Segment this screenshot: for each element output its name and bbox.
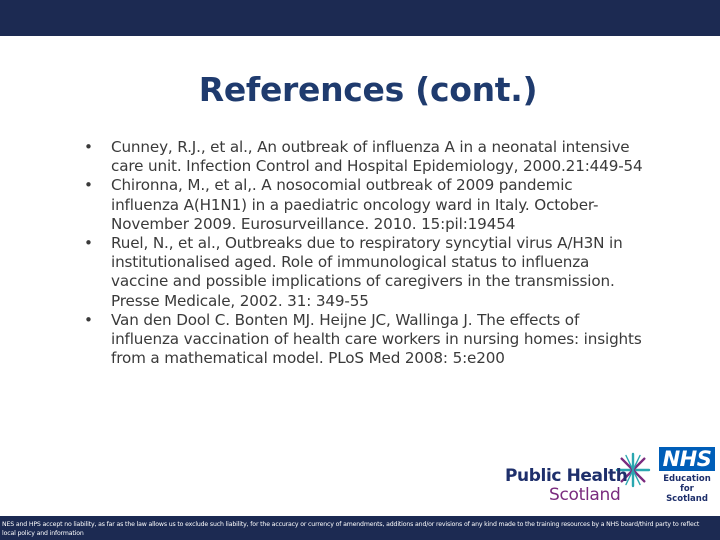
reference-text: Ruel, N., et al., Outbreaks due to respiratory syncytial virus A/H3N in institutionalised aged. Role of immunological status to influenza vaccine and possible implications of caregivers in the transmission. Presse Medicale, 2002. 31: 349-55: [111, 234, 623, 310]
reference-text: Cunney, R.J., et al., An outbreak of influenza A in a neonatal intensive care unit. Infection Control and Hospital Epidemiology, 2000.21:449-54: [111, 138, 643, 176]
nhs-subtitle: [657, 474, 717, 504]
references-list: [84, 138, 644, 368]
reference-text: Van den Dool C. Bonten MJ. Heijne JC, Wallinga J. The effects of influenza vaccination of health care workers in nursing homes: insights from a mathematical model. PLoS Med 2008: 5:e200: [111, 310, 642, 368]
reference-item: [84, 234, 644, 311]
nhs-education-scotland-logo: [657, 447, 717, 513]
bullet-icon: •: [84, 234, 93, 253]
bullet-icon: •: [84, 138, 93, 156]
bullet-icon: •: [84, 310, 93, 329]
public-health-scotland-logo: [505, 452, 645, 512]
top-banner: [0, 0, 720, 36]
nhs-wordmark: NHS: [659, 447, 715, 471]
nhs-subtitle-line1: Education: [663, 474, 711, 484]
phs-name-line1: Public Health: [505, 466, 628, 486]
nhs-subtitle-line3: Scotland: [666, 494, 708, 504]
footer-disclaimer: NES and HPS accept no liability, as far as the law allows us to exclude such liability, for the accuracy or currency of amendments, additions and/or revisions of any kind made to the training resources by a NHS board/third party to reflect local policy and information: [2, 521, 700, 537]
footer-bar: [0, 516, 720, 540]
phs-name-line2: Scotland: [549, 485, 621, 505]
reference-text: Chironna, M., et al,. A nosocomial outbreak of 2009 pandemic influenza A(H1N1) in a paediatric oncology ward in Italy. October-November 2009. Eurosurveillance. 2010. 15:pil:19454: [111, 176, 599, 233]
reference-item: [84, 311, 644, 369]
reference-item: [84, 176, 644, 234]
nhs-subtitle-line2: for: [680, 484, 694, 494]
slide-title: References (cont.): [198, 70, 538, 109]
reference-item: [84, 138, 644, 176]
bullet-icon: •: [84, 176, 93, 195]
